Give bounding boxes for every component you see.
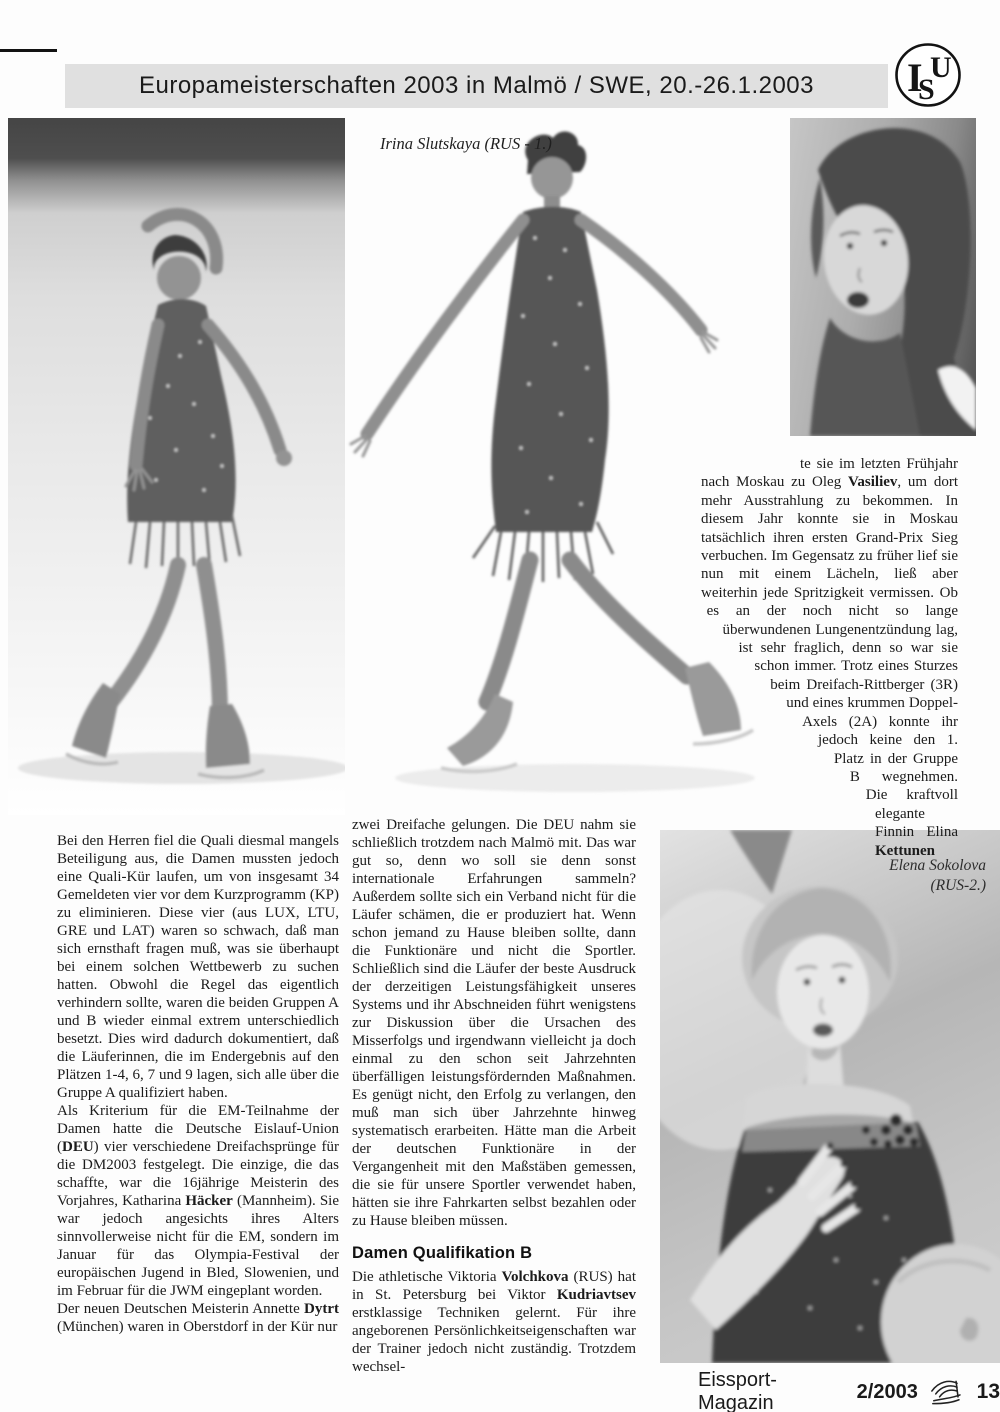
middle-text: (RUS) hat in St. Petersburg bei Viktor xyxy=(352,1269,636,1303)
caption-sokolova xyxy=(889,856,986,896)
sokolova-illustration xyxy=(660,830,1000,1363)
left-paragraph-3 xyxy=(57,1300,339,1336)
isu-letter-s: S xyxy=(918,73,935,106)
isu-logo-graphic xyxy=(893,41,963,109)
portrait-illustration xyxy=(790,118,976,436)
section-heading-damen-qualifikation-b: Damen Qualifikation B xyxy=(352,1244,533,1262)
column-middle xyxy=(352,816,636,1376)
photo-sokolova xyxy=(660,830,1000,1363)
name-dytrt: Dytrt xyxy=(304,1301,339,1317)
column-right xyxy=(700,455,958,860)
left-text: Als Kriterium für die EM-Teilnahme der Damen hatte die Deutsche Eislauf-Union ( xyxy=(57,1103,339,1155)
middle-text: Die athletische Viktoria xyxy=(352,1269,502,1285)
isu-letter-i: I xyxy=(907,55,923,100)
name-kudriavtsev: Kudriavtsev xyxy=(556,1287,636,1303)
photo-skater-left xyxy=(8,118,345,815)
column-left xyxy=(57,832,339,1336)
left-paragraph-1: Bei den Herren fiel die Quali diesmal mangels Beteiligung aus, die Damen mussten jedoch eine Quali-Kür laufen, um von insgesamt 34 Gemeldeten vier vor dem Kurzprogramm (KP) zu eliminieren. Diese vier (aus LUX, LTU, GRE und LAT) waren so schwach, daß man sich ernsthaft fragen muß, was sie überhaupt bei einem solchen Wettbewerb zu suchen hatten. Obwohl die Regel das eigentlich verhindern sollte, waren die beiden Gruppen A und B wieder einmal extrem unterschiedlich besetzt. Dies wird dadurch dokumentiert, daß die Läuferinnen, die im Endergebnis auf den Plätzen 1-4, 6, 7 und 9 lagen, sich alle über die Gruppe A qualifiziert haben. xyxy=(57,833,339,1101)
header-band xyxy=(65,64,888,108)
abbr-deu: DEU xyxy=(62,1139,94,1155)
middle-paragraph-1: zwei Dreifache gelungen. Die DEU nahm sie schließlich trotzdem nach Malmö mit. Das war gut so, denn wo soll sie denn sonst internationale Erfahrungen sammeln? Außerdem sollte sich ein Verband nicht für die Läufer schämen, die er produziert hat. Wenn schon jemand zu Hause bleiben sollte, dann die Funktionäre und nicht die Sportler. Schließlich sind die Läufer der beste Ausdruck der derzeitigen Leistungsfähigkeit unseres Systems und ihr Abschneiden führt wenigstens zur Diskussion über die Ursachen des Misserfolgs und irgendwann vielleicht ja doch einmal zu den schon seit Jahrzehnten überfälligen leistungsfördernden Maßnahmen. Es genügt nicht, den Erfolg zu verlangen, den muß man sich über Jahrzehnte hinweg systematisch erarbeiten. Hätte man die Arbeit der deutschen Funktionäre in der Vergangenheit mit den Maßstäben gemessen, die sie für unsere Sportler verwendet haben, hätten sie ihre Fahrkarten selbst bezahlen oder zu Hause bleiben müssen. xyxy=(352,817,636,1229)
right-column-paragraph xyxy=(700,455,958,860)
footer-issue: 2/2003 xyxy=(856,1380,918,1403)
isu-logo xyxy=(893,41,963,109)
right-text: , um dort mehr Ausstrahlung zu bekommen. In diesem Jahr konnte sie in Moskau tatsächlich ihren ersten Grand-Prix Sieg verbuchen. Im Gegensatz zu früher lief sie nun mit einem Lächeln, ließ aber weiterhin jede Spritzigkeit vermissen. Ob es an der noch nicht so lange überwundenen Lungenentzündung lag, ist sehr fraglich, denn so war sie schon immer. Trotz eines Sturzes beim Dreifach-Rittberger (3R) und eines krummen Doppel-Axels (2A) konnte ihr jedoch keine den 1. Platz in der Gruppe B wegnehmen. Die kraftvoll elegante Finnin Elina xyxy=(701,474,958,841)
left-paragraph-2 xyxy=(57,1102,339,1300)
isu-letter-u: U xyxy=(930,51,952,84)
left-text: (Mannheim). Sie war jedoch angesichts ihres Alters sinnvollerweise nicht für die EM, sondern im Januar für das Olympia-Festival der europäischen Jugend in Bled, Slowenien, und im Februar für die JWM eingeplant worden. xyxy=(57,1193,339,1299)
name-vasiliev: Vasiliev xyxy=(847,474,898,491)
caption-slutskaya: Irina Slutskaya (RUS - 1.) xyxy=(380,134,552,153)
photo-portrait-top-right xyxy=(790,118,976,436)
top-left-rule xyxy=(0,49,57,52)
left-text: (München) waren in Oberstdorf in der Kür nur xyxy=(57,1319,338,1335)
text-wrap-spacer xyxy=(700,455,800,473)
caption-sokolova-rank: (RUS-2.) xyxy=(930,877,986,894)
middle-paragraph-2 xyxy=(352,1268,636,1376)
middle-text: erstklassige Techniken gelernt. Für ihre angeborenen Persönlichkeitseigenschaften war der Trainer jedoch nicht zuständig. Trotzdem wechsel- xyxy=(352,1305,636,1375)
page-title: Europameisterschaften 2003 in Malmö / SWE, 20.-26.1.2003 xyxy=(138,72,814,99)
name-kettunen: Kettunen xyxy=(875,842,935,859)
left-text: Der neuen Deutschen Meisterin Annette xyxy=(57,1301,305,1317)
skater-left-illustration xyxy=(8,118,345,815)
footer-magazine-title: Eissport-Magazin xyxy=(698,1369,777,1412)
caption-sokolova-name: Elena Sokolova xyxy=(889,857,986,874)
footer-page-number: 13 xyxy=(976,1380,1000,1403)
footer xyxy=(698,1369,1000,1412)
left-text: ) vier verschiedene Dreifachsprünge für die DM2003 festgelegt. Die einzige, die das schaffte, war die 16jährige Meisterin des Vorjahres, Katharina xyxy=(57,1139,339,1209)
skate-wing-icon xyxy=(927,1377,964,1407)
name-haecker: Häcker xyxy=(185,1193,233,1209)
name-volchkova: Volchkova xyxy=(501,1269,569,1285)
right-text: te sie im letzten Frühjahr nach Moskau zu Oleg xyxy=(701,456,958,491)
